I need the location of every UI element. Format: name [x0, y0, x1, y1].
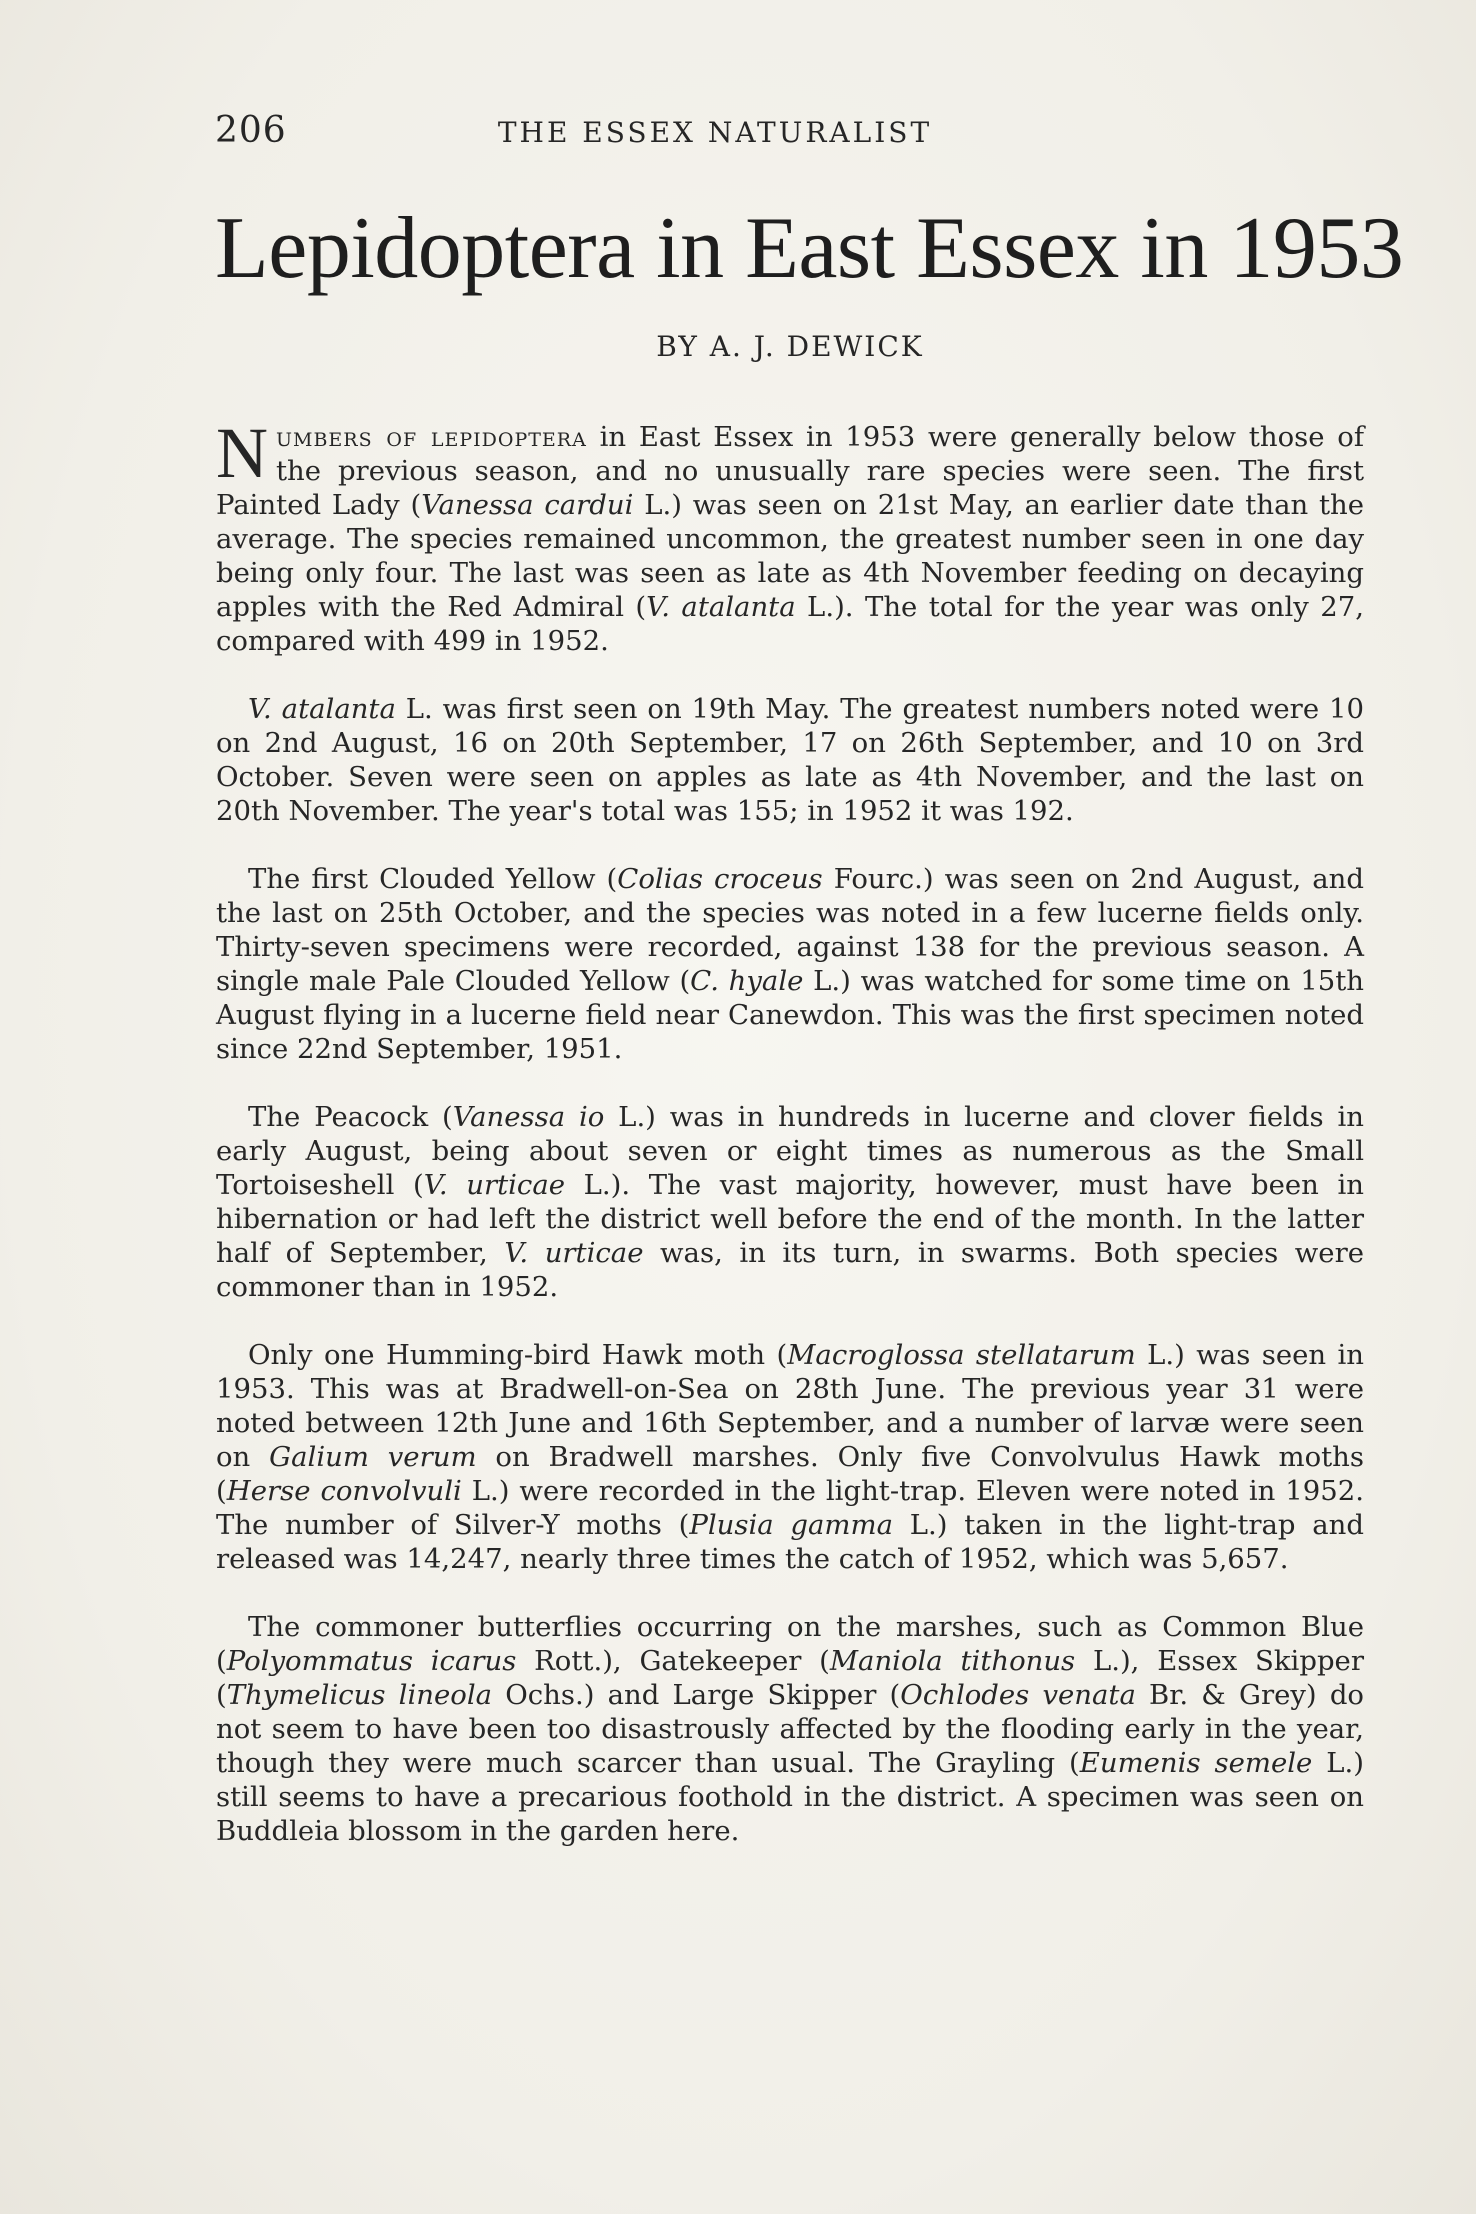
text-run: Rott.), Gatekeeper ( — [516, 1645, 830, 1677]
species-name: V. urticae — [504, 1237, 644, 1269]
text-run: Ochs.) and Large Skipper ( — [492, 1679, 901, 1711]
paragraph-5 — [216, 1338, 1364, 1576]
species-name: Vanessa cardui — [421, 489, 634, 521]
paragraph-6 — [216, 1610, 1364, 1848]
text-run: on Bradwell marshes. Only five Convolvulus Hawk moths ( — [216, 1441, 1364, 1507]
drop-cap: N — [216, 413, 268, 493]
species-name: Macroglossa stellatarum — [787, 1339, 1136, 1371]
species-name: Eumenis semele — [1079, 1747, 1313, 1779]
text-run: L.). The total for the year was only 27, compared with 499 in 1952. — [216, 591, 1364, 657]
text-run: L. was first seen on 19th May. The greatest numbers noted were 10 on 2nd August, 16 on 20th September, 17 on 26th September, and 10 on 3rd October. Seven were seen on apples as late as 4th November, and the last on 20th November. The year's total was 155; in 1952 it was 192. — [216, 693, 1364, 827]
species-name: V. atalanta — [646, 591, 796, 623]
text-run: L.) was watched for some time on 15th August flying in a lucerne field near Canewdon. This was the first specimen noted since 22nd September, 1951. — [216, 965, 1364, 1065]
text-run: L.), Essex Skipper ( — [216, 1645, 1364, 1711]
species-name: Galium verum — [269, 1441, 477, 1473]
species-name: Ochlodes venata — [900, 1679, 1136, 1711]
species-name: Herse convolvuli — [226, 1475, 462, 1507]
text-run: The first Clouded Yellow ( — [248, 863, 618, 895]
byline: BY A. J. DEWICK — [656, 330, 924, 363]
text-run: in East Essex in 1953 were generally below those of the previous season, and no unusually rare species were seen. The first Painted Lady ( — [216, 421, 1364, 521]
text-run: Fourc.) was seen on 2nd August, and the last on 25th October, and the species was noted in a few lucerne fields only. Thirty-seven specimens were recorded, against 138 for the previous season. A single male Pale Clouded Yellow ( — [216, 863, 1365, 997]
species-name: V. urticae — [423, 1169, 566, 1201]
text-run: L.) were recorded in the light-trap. Eleven were noted in 1952. The number of Silver-Y moths ( — [216, 1475, 1364, 1541]
text-run: L.). The vast majority, however, must have been in hibernation or had left the district well before the end of the month. In the latter half of September, — [216, 1169, 1364, 1269]
species-name: Maniola tithonus — [829, 1645, 1076, 1677]
text-run: L.) taken in the light-trap and released was 14,247, nearly three times the catch of 1952, which was 5,657. — [216, 1509, 1364, 1575]
running-head — [215, 110, 1365, 160]
journal-title: THE ESSEX NATURALIST — [497, 116, 933, 149]
text-run: L.) was seen in 1953. This was at Bradwell-on-Sea on 28th June. The previous year 31 were noted between 12th June and 16th September, and a number of larvæ were seen on — [216, 1339, 1365, 1473]
paragraph-2 — [216, 692, 1364, 828]
opening-smallcaps: umbers of lepidoptera — [276, 421, 587, 453]
text-run: L.) was in hundreds in lucerne and clover fields in early August, being about seven or eight times as numerous as the Small Tortoiseshell ( — [216, 1101, 1364, 1201]
species-name: Colias croceus — [617, 863, 823, 895]
species-name: Polyommatus icarus — [226, 1645, 517, 1677]
text-run: was, in its turn, in swarms. Both species were commoner than in 1952. — [216, 1237, 1365, 1303]
species-name: Plusia gamma — [689, 1509, 893, 1541]
page-number: 206 — [215, 110, 287, 151]
paragraph-3 — [216, 862, 1364, 1066]
paragraph-1 — [216, 413, 1365, 658]
paragraph-4 — [216, 1100, 1364, 1304]
text-run: L.) was seen on 21st May, an earlier date than the average. The species remained uncommon, the greatest number seen in one day being only four. The last was seen as late as 4th November feeding on decaying apples with the Red Admiral ( — [216, 489, 1365, 623]
text-run: L.) still seems to have a precarious foothold in the district. A specimen was seen on Buddleia blossom in the garden here. — [216, 1747, 1364, 1847]
species-name: V. atalanta — [248, 693, 396, 725]
article-title: Lepidoptera in East Essex in 1953 — [215, 200, 1404, 297]
text-run: Only one Humming-bird Hawk moth ( — [248, 1339, 788, 1371]
species-name: Thymelicus lineola — [226, 1679, 493, 1711]
species-name: Vanessa io — [452, 1101, 605, 1133]
text-run: The Peacock ( — [248, 1101, 453, 1133]
text-run: The commoner butterflies occurring on the marshes, such as Common Blue ( — [216, 1611, 1364, 1677]
text-run: Br. & Grey) do not seem to have been too disastrously affected by the flooding early in the year, though they were much scarcer than usual. The Grayling ( — [216, 1679, 1364, 1779]
article-body — [216, 413, 1365, 1882]
species-name: C. hyale — [690, 965, 804, 997]
